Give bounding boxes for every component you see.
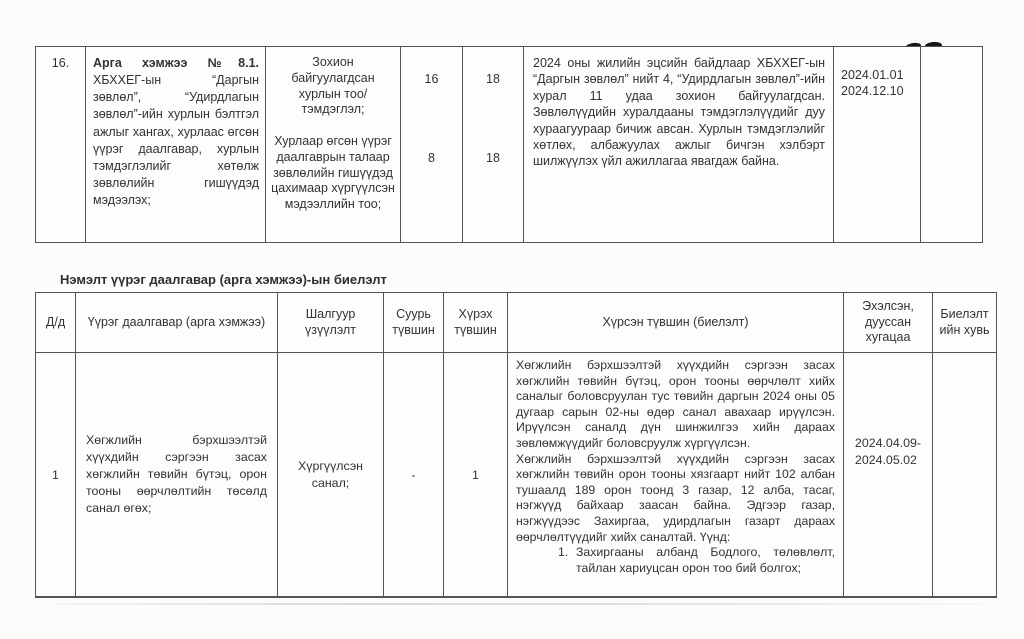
target-level-cell xyxy=(444,353,508,596)
header-base-level: Суурь түвшин xyxy=(384,293,444,352)
task-title: Арга хэмжээ №8.1. xyxy=(93,56,259,70)
percent-cell-empty xyxy=(933,353,996,596)
header-achieved-level: Хүрсэн түвшин (биелэлт) xyxy=(508,293,844,352)
table-row xyxy=(36,353,996,596)
achieved-level-cell xyxy=(508,353,844,596)
target-level-cell xyxy=(463,47,524,242)
period-start: 2024.04.09- xyxy=(854,436,922,451)
period-end: 2024.12.10 xyxy=(841,84,904,99)
header-row-number: Д/д xyxy=(36,293,76,352)
period-cell xyxy=(844,353,933,596)
indicator-1-base: 16 xyxy=(424,72,439,86)
list-item-marker: 1. xyxy=(558,545,569,560)
scan-smear-artifact xyxy=(55,603,985,605)
indicator-2-label: Хурлаар өгсөн үүрэг даалгаврын талаар зөвлөлийн гишүүдэд цахимаар хүргүүлсэн мэдээллийн тоо; xyxy=(271,134,395,211)
header-period: Эхэлсэн, дууссан хугацаа xyxy=(844,293,933,352)
achieved-list-item xyxy=(558,545,835,576)
result-text: 2024 оны жилийн эцсийн байдлаар ХБХХЕГ-ын “Даргын зөвлөл” нийт 4, “Удирдлагын зөвлөл”-ийн хурал 11 удаа зохион байгуулагдсан. Зөвлөлүүдийн хуралдааны тэмдэглэлүүдийг дуу хураагуураар бичиж авсан. Хурлын тэмдэглэлийг хөтлөх, албажуулах ажлыг бичгэн хэлбэрт шилжүүлэх үйл ажиллагаа явагдаж байна. xyxy=(533,56,825,169)
period-dates xyxy=(855,435,921,467)
indicator-2-base: 8 xyxy=(428,151,435,165)
percent-cell-empty xyxy=(921,47,982,242)
indicator-cell xyxy=(278,353,384,596)
list-item-text: Захиргааны албанд Бодлого, төлөвлөлт, тайлан хариуцсан орон тоо бий болгох; xyxy=(576,545,835,575)
task-description: ХБХХЕГ-ын “Даргын зөвлөл”, “Удирдлагын зөвлөл”-ийн хурлын бэлтгэл ажлыг хангах, хурлаас өгсөн үүрэг даалгавар, хурлын тэмдэглэлийг хөтөлж зөвлөлийн гишүүдэд мэдээлэх; xyxy=(93,73,259,207)
header-indicator: Шалгуур үзүүлэлт xyxy=(278,293,384,352)
period-start: 2024.01.01 xyxy=(841,68,904,82)
header-target-level: Хүрэх түвшин xyxy=(444,293,508,352)
indicator-1-target: 18 xyxy=(486,72,500,86)
period-end: 2024.05.02 xyxy=(854,452,917,467)
indicator-text: Хүргүүлсэн санал; xyxy=(298,459,363,490)
main-activity-table xyxy=(35,46,983,243)
indicator-2-target: 18 xyxy=(486,151,500,165)
row-number: 1 xyxy=(52,467,59,482)
task-cell xyxy=(76,353,278,596)
header-percent: Биелэлтийн хувь xyxy=(939,306,990,337)
base-level-value: - xyxy=(411,467,416,482)
header-task: Үүрэг даалгавар (арга хэмжээ) xyxy=(76,293,278,352)
row-number-cell xyxy=(36,353,76,596)
table-header-row xyxy=(36,293,996,353)
indicator-1-label: Зохион байгуулагдсан хурлын тоо/тэмдэглэл; xyxy=(291,55,375,117)
achieved-paragraph-1: Хөгжлийн бэрхшээлтэй хүүхдийн сэргээн засах хөгжлийн төвийн бүтэц, орон тооны өөрчлөлт хийх саналыг боловсруулан тус төвийн даргын 2024 оны 05 дугаар сарын 02-ны өдөр санал авахаар ирүүлсэн. Ирүүлсэн саналд дүн шинжилгээ хийн дараах зөвлөмжүүдийг боловсруулж хүргүүлсэн. xyxy=(516,358,835,451)
result-cell xyxy=(524,47,834,242)
additional-tasks-title: Нэмэлт үүрэг даалгавар (арга хэмжээ)-ын биелэлт xyxy=(60,272,387,287)
target-level-value: 1 xyxy=(472,467,479,482)
additional-tasks-table xyxy=(35,292,997,598)
base-level-cell xyxy=(401,47,463,242)
row-number-cell xyxy=(36,47,86,242)
task-text: Хөгжлийн бэрхшээлтэй хүүхдийн сэргээн засах хөгжлийн төвийн бүтэц, орон тооны өөрчлөлтийн төсөлд санал өгөх; xyxy=(86,432,267,516)
task-cell xyxy=(86,47,266,242)
base-level-cell xyxy=(384,353,444,596)
indicator-cell xyxy=(266,47,401,242)
period-cell xyxy=(834,47,921,242)
achieved-paragraph-2: Хөгжлийн бэрхшээлтэй хүүхдийн сэргээн засах хөгжлийн төвийн орон тооны хязгаарт нийт 102 албан тушаалд 189 орон тоонд 3 газар, 12 алба, тасаг, нэгжүүд байхаар заасан байна. Эдгээр газар, нэгжүүдээс Захиргаа, удирдлагын газарт дараах өөрчлөлтүүдийг хийх саналтай. Үүнд: xyxy=(516,451,835,544)
row-number: 16. xyxy=(51,56,70,70)
